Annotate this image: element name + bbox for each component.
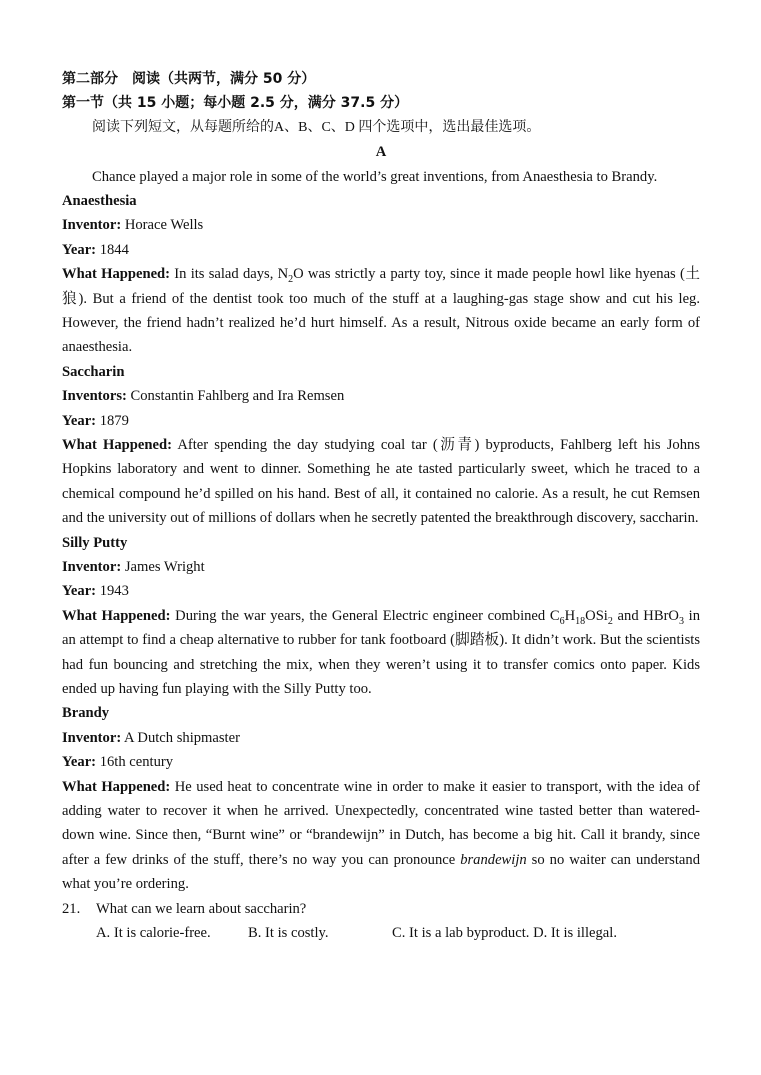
what-label: What Happened: — [62, 778, 171, 795]
instruction-text: 阅读下列短文，从每题所给的A、B、C、D 四个选项中，选出最佳选项。 — [92, 119, 541, 135]
option-d[interactable]: D. It is illegal. — [533, 924, 617, 941]
inventor-value: A Dutch shipmaster — [124, 729, 240, 746]
what-text-part2: in an attempt to find a cheap alternative to rubber for tank footboard (脚踏板). It didn’t work. But the scientists had fun bouncing and stretching the mix, when they weren’t using it to transfer comics onto paper. Kids ended up having fun playing with the Silly Putty too. — [62, 607, 700, 697]
entry-year — [62, 238, 700, 262]
entry-title: Brandy — [62, 705, 110, 722]
year-label: Year: — [62, 412, 97, 429]
entry-title: Silly Putty — [62, 534, 128, 551]
inventor-label: Inventor: — [62, 558, 122, 575]
entry-what-happened — [62, 604, 700, 702]
italic-term: brandewijn — [460, 851, 527, 868]
inventor-value: James Wright — [124, 558, 205, 575]
year-value: 1844 — [99, 241, 129, 258]
inventors-label: Inventors: — [62, 388, 127, 405]
formula-part: and HBrO — [612, 607, 679, 624]
passage-intro: Chance played a major role in some of the world’s great inventions, from Anaesthesia to Brandy. — [92, 168, 658, 185]
section-heading: 第一节（共 15 小题；每小题 2.5 分，满分 37.5 分） — [62, 95, 409, 112]
what-label: What Happened: — [62, 607, 171, 624]
what-text-part2: O was strictly a party toy, since it made people howl like hyenas (土狼). But a friend of the dentist took too much of the stuff at a laughing-gas stage show and cut his leg. However, the friend hadn’t realized he’d hurt himself. As a result, Nitrous oxide became an early form of anaesthesia. — [62, 266, 701, 356]
entry-anaesthesia — [62, 189, 700, 360]
passage-letter: A — [375, 144, 387, 161]
entry-brandy — [62, 701, 700, 896]
what-text-part1: He used heat to concentrate wine in order to make it easier to transport, with the idea of adding water to recover it when he arrived. Unexpectedly, concentrated wine tasted better than watered-down wine. Since then, “Burnt wine” or “brandewijn” in Dutch, has become a big hit. Call it brandy, since after a few drinks of the stuff, there’s no way you can pronounce — [62, 778, 700, 868]
option-b[interactable]: B. It is costly. — [248, 924, 329, 941]
entry-year — [62, 409, 700, 433]
formula-part: OSi — [585, 607, 608, 624]
year-value: 1943 — [99, 583, 129, 600]
what-text-part1: In its salad days, N — [174, 266, 289, 283]
year-value: 16th century — [99, 754, 174, 771]
entry-inventor — [62, 384, 700, 408]
subscript: 2 — [607, 615, 613, 627]
document-page — [62, 67, 700, 945]
entry-what-happened — [62, 262, 700, 360]
subscript: 18 — [575, 615, 586, 627]
year-label: Year: — [62, 241, 97, 258]
year-label: Year: — [62, 583, 97, 600]
question-text: What can we learn about saccharin? — [96, 900, 307, 917]
entry-saccharin — [62, 360, 700, 531]
entry-inventor — [62, 213, 700, 237]
option-a[interactable]: A. It is calorie-free. — [96, 924, 211, 941]
subscript: 2 — [288, 274, 294, 286]
entry-title: Anaesthesia — [62, 192, 137, 209]
year-value: 1879 — [99, 412, 129, 429]
inventor-label: Inventor: — [62, 729, 122, 746]
entry-inventor — [62, 726, 700, 750]
formula-part: H — [564, 607, 576, 624]
entry-year — [62, 579, 700, 603]
inventor-value: Horace Wells — [124, 217, 204, 234]
entry-what-happened — [62, 775, 700, 897]
question-options — [62, 921, 700, 945]
question-number: 21. — [62, 900, 81, 917]
question-21 — [62, 897, 700, 921]
what-text-part1: During the war years, the General Electric engineer combined C — [175, 607, 560, 624]
entry-silly-putty — [62, 531, 700, 702]
what-label: What Happened: — [62, 436, 172, 453]
entry-year — [62, 750, 700, 774]
entry-inventor — [62, 555, 700, 579]
part-heading: 第二部分 阅读（共两节，满分 50 分） — [62, 71, 316, 87]
inventor-value: Constantin Fahlberg and Ira Remsen — [130, 388, 345, 405]
entry-title: Saccharin — [62, 363, 125, 380]
option-c[interactable]: C. It is a lab byproduct. — [392, 924, 530, 941]
subscript: 3 — [678, 615, 684, 627]
what-label: What Happened: — [62, 266, 171, 283]
inventor-label: Inventor: — [62, 217, 122, 234]
subscript: 6 — [559, 615, 565, 627]
year-label: Year: — [62, 754, 97, 771]
entry-what-happened — [62, 433, 700, 531]
what-text-part2: so no waiter can understand what you’re ordering. — [62, 851, 700, 893]
what-text: After spending the day studying coal tar (沥青) byproducts, Fahlberg left his Johns Hopkins laboratory and went to dinner. Something he ate tasted particularly sweet, which he traced to a chemical compound he’d spilled on his hand. Best of all, it contained no calorie. As a result, he cut Remsen and the university out of millions of dollars when he secretly patented the breakthrough discovery, saccharin. — [62, 436, 701, 527]
